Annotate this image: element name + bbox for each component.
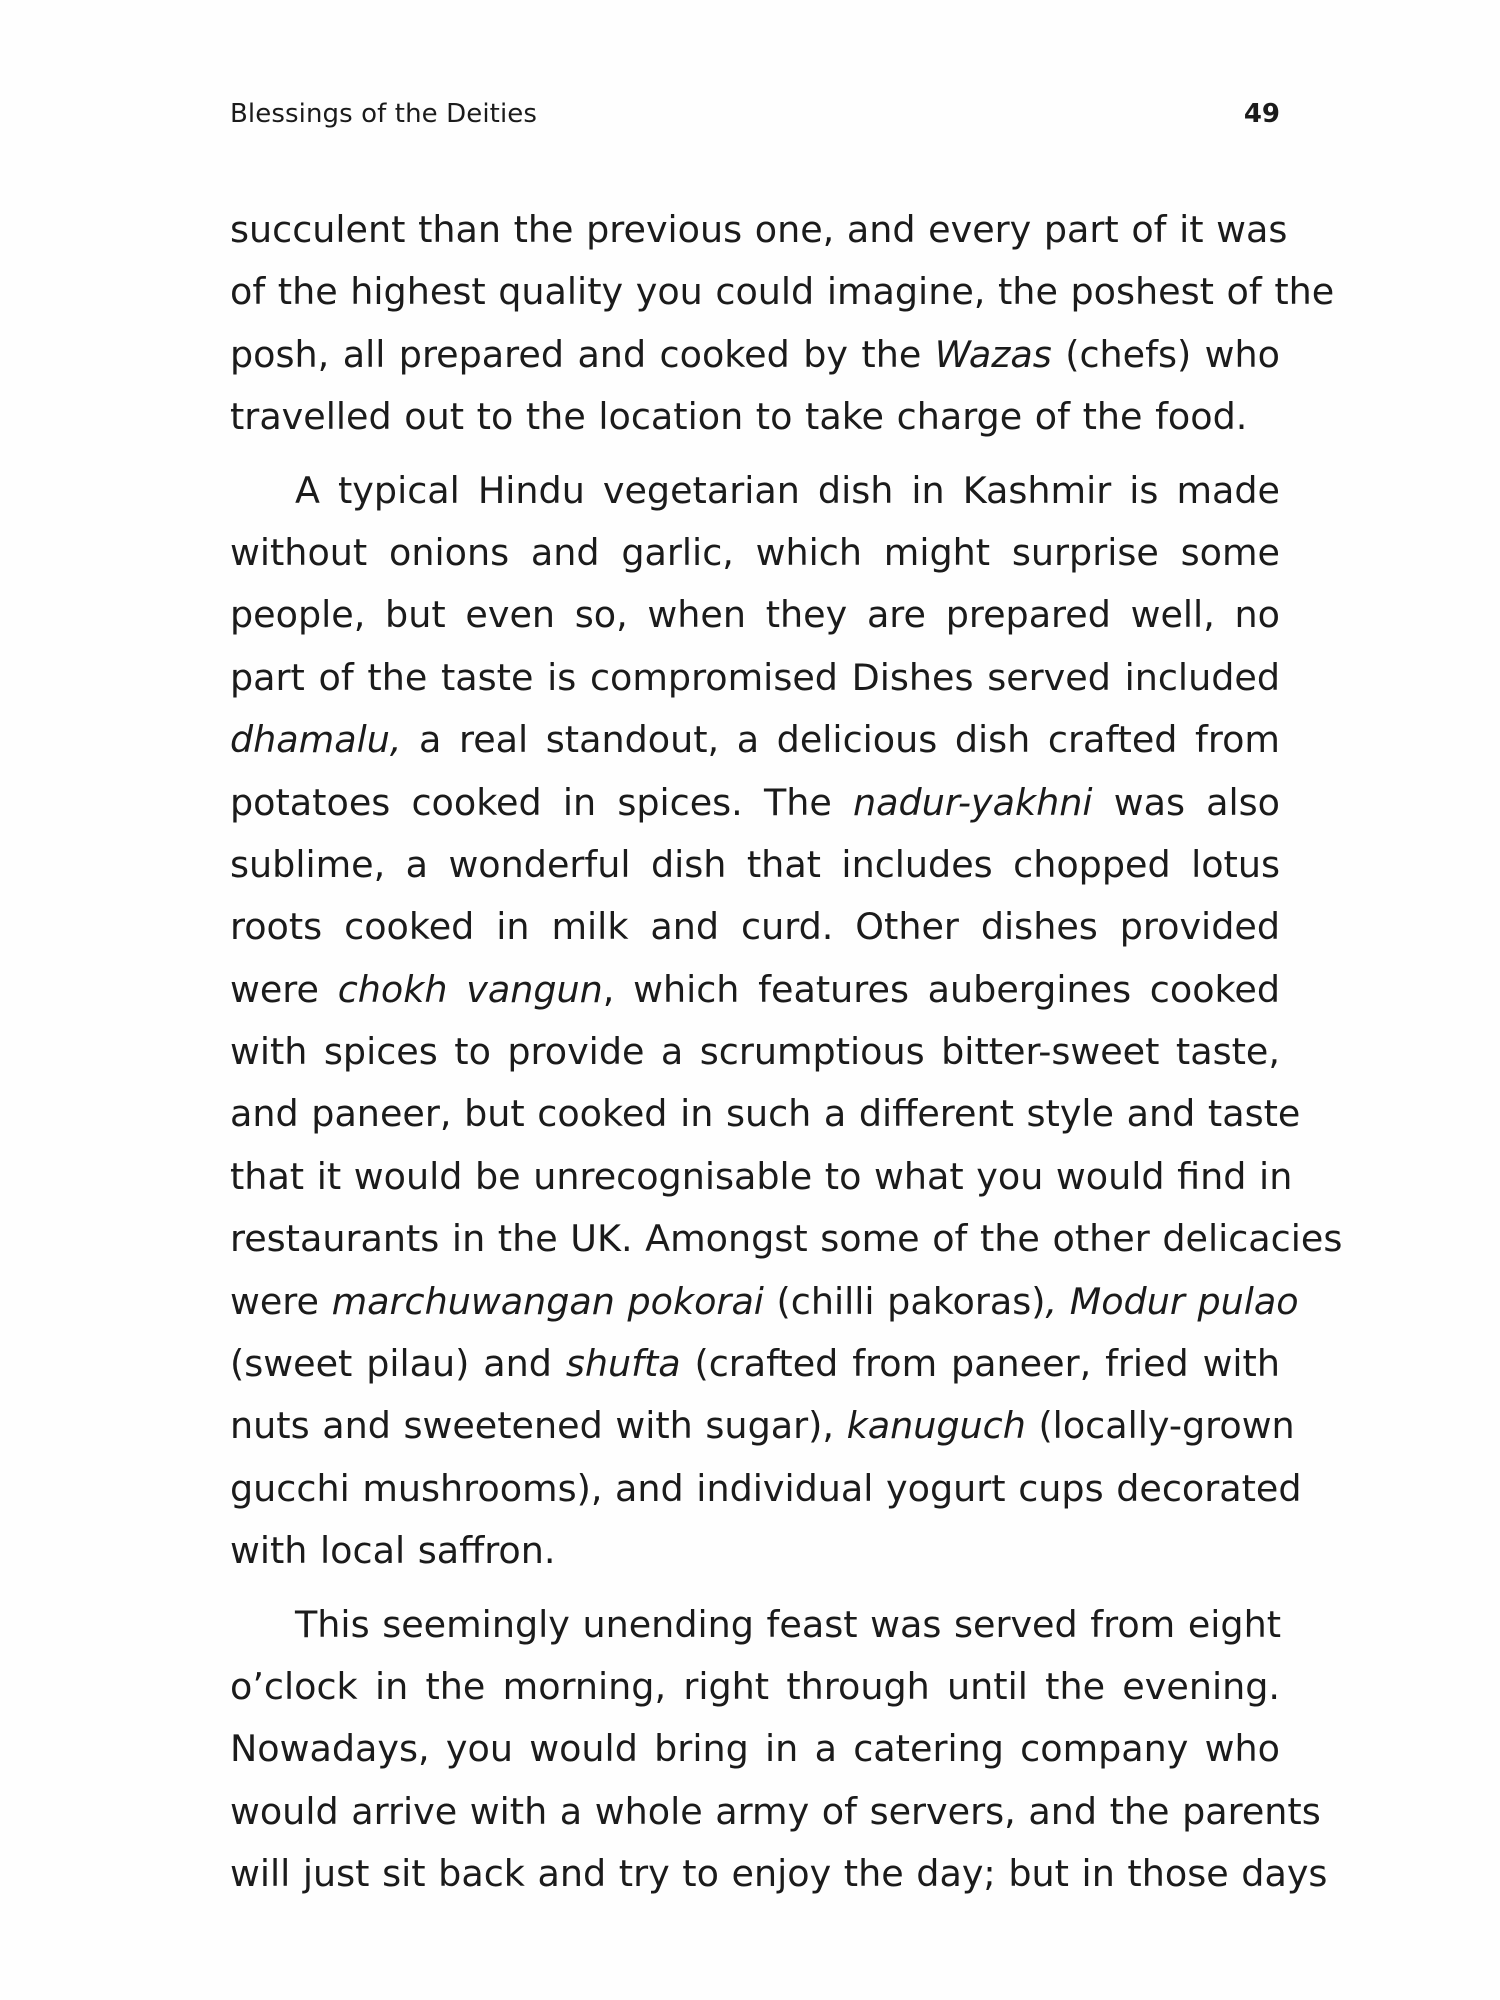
text-line bbox=[230, 324, 1280, 386]
paragraph bbox=[230, 460, 1343, 1583]
text-line bbox=[230, 460, 1280, 522]
text-run: of the highest quality you could imagine, the poshest of the bbox=[230, 270, 1335, 314]
text-line bbox=[230, 1458, 1302, 1520]
text-run: with local saffron. bbox=[230, 1529, 556, 1573]
text-line bbox=[230, 772, 1280, 834]
text-line bbox=[230, 1718, 1280, 1780]
italic-term: marchuwangan pokorai bbox=[331, 1279, 764, 1323]
text-run: o’clock in the morning, right through until the evening. bbox=[230, 1664, 1280, 1708]
text-line bbox=[230, 1333, 1280, 1395]
text-line bbox=[230, 1271, 1299, 1333]
text-line bbox=[230, 1843, 1328, 1905]
text-run: travelled out to the location to take charge of the food. bbox=[230, 395, 1248, 439]
italic-term: Wazas bbox=[934, 332, 1052, 376]
text-line bbox=[230, 1781, 1321, 1843]
text-run: A typical Hindu vegetarian dish in Kashmir is made bbox=[295, 468, 1280, 512]
text-run: potatoes cooked in spices. The bbox=[230, 780, 854, 824]
italic-term: shufta bbox=[565, 1342, 681, 1386]
text-line bbox=[230, 1083, 1301, 1145]
text-line bbox=[230, 386, 1280, 448]
text-run: roots cooked in milk and curd. Other dishes provided bbox=[230, 905, 1280, 949]
text-run: nuts and sweetened with sugar), bbox=[230, 1404, 847, 1448]
text-run: posh, all prepared and cooked by the bbox=[230, 332, 935, 376]
text-line bbox=[230, 834, 1280, 896]
text-run: was also bbox=[1092, 780, 1281, 824]
text-run: were bbox=[230, 1279, 332, 1323]
text-line bbox=[230, 896, 1280, 958]
text-run: Nowadays, you would bring in a catering company who bbox=[230, 1727, 1280, 1771]
italic-term: dhamalu, bbox=[230, 718, 402, 762]
text-line bbox=[230, 1656, 1280, 1718]
text-run: (crafted from paneer, fried with bbox=[680, 1342, 1281, 1386]
text-line bbox=[230, 1021, 1280, 1083]
text-run: (chilli pakoras) bbox=[763, 1279, 1046, 1323]
text-line bbox=[230, 1208, 1343, 1270]
text-run: succulent than the previous one, and every part of it was bbox=[230, 208, 1288, 251]
text-run: and paneer, but cooked in such a different style and taste bbox=[230, 1092, 1301, 1136]
text-line bbox=[230, 959, 1280, 1021]
page-number: 49 bbox=[1243, 99, 1280, 129]
italic-term: chokh vangun bbox=[337, 967, 603, 1011]
italic-term: kanuguch bbox=[846, 1404, 1026, 1448]
running-header bbox=[230, 96, 1280, 132]
text-line bbox=[230, 1146, 1293, 1208]
text-run: , which features aubergines cooked bbox=[602, 967, 1281, 1011]
text-run: without onions and garlic, which might surprise some bbox=[230, 530, 1280, 574]
text-line bbox=[230, 199, 1288, 261]
italic-term: nadur-yakhni bbox=[853, 780, 1093, 824]
paragraph bbox=[230, 199, 1335, 449]
text-run: that it would be unrecognisable to what you would find in bbox=[230, 1154, 1293, 1198]
running-head-title: Blessings of the Deities bbox=[230, 99, 538, 129]
text-run: This seemingly unending feast was served from eight bbox=[295, 1602, 1282, 1646]
text-run: (locally-grown bbox=[1025, 1404, 1295, 1448]
text-line bbox=[230, 1520, 1280, 1582]
text-run: with spices to provide a scrumptious bitter-sweet taste, bbox=[230, 1030, 1280, 1074]
text-line bbox=[230, 522, 1280, 584]
text-run: people, but even so, when they are prepared well, no bbox=[230, 593, 1280, 637]
italic-term: , Modur pulao bbox=[1045, 1279, 1299, 1323]
text-line bbox=[230, 584, 1280, 646]
text-line bbox=[230, 261, 1335, 323]
text-run: part of the taste is compromised Dishes served included bbox=[230, 655, 1280, 699]
text-line bbox=[230, 647, 1280, 709]
text-run: gucchi mushrooms), and individual yogurt cups decorated bbox=[230, 1466, 1302, 1510]
text-run: restaurants in the UK. Amongst some of the other delicacies bbox=[230, 1217, 1343, 1261]
text-run: a real standout, a delicious dish crafted from bbox=[401, 718, 1280, 762]
text-line bbox=[230, 1395, 1295, 1457]
text-line bbox=[230, 709, 1280, 771]
text-run: sublime, a wonderful dish that includes chopped lotus bbox=[230, 842, 1280, 886]
text-line bbox=[230, 1594, 1280, 1656]
text-run: (sweet pilau) and bbox=[230, 1342, 566, 1386]
text-run: would arrive with a whole army of servers, and the parents bbox=[230, 1789, 1321, 1833]
body-text bbox=[230, 199, 1343, 1906]
text-run: were bbox=[230, 967, 338, 1011]
paragraph bbox=[230, 1594, 1328, 1906]
text-run: (chefs) who bbox=[1051, 332, 1280, 376]
text-run: will just sit back and try to enjoy the day; but in those days bbox=[230, 1852, 1328, 1896]
